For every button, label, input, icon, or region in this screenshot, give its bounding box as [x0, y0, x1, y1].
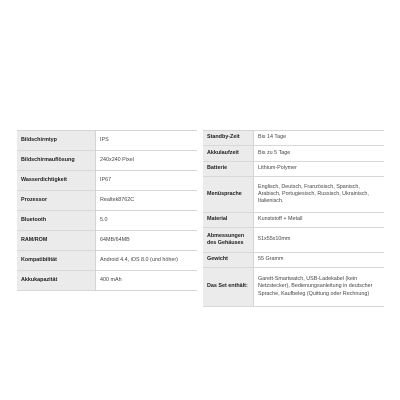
spec-key: Abmessungen des Gehäuses — [203, 228, 254, 253]
spec-value: 64MB/64MB — [96, 231, 198, 251]
spec-value: IP67 — [96, 171, 198, 191]
spec-key: Prozessor — [17, 191, 96, 211]
spec-value: Bis zu 5 Tage — [254, 146, 385, 162]
spec-value: Lithium-Polymer — [254, 162, 385, 177]
table-row — [203, 146, 384, 162]
spec-value: 240x240 Pixel — [96, 151, 198, 171]
table-row — [17, 171, 197, 191]
spec-value: 400 mAh — [96, 271, 198, 291]
table-row — [17, 211, 197, 231]
spec-key: Material — [203, 213, 254, 228]
table-row — [17, 191, 197, 211]
table-row — [17, 271, 197, 291]
spec-value: Bis 14 Tage — [254, 131, 385, 146]
spec-key: Das Set enthält: — [203, 268, 254, 307]
table-row — [203, 213, 384, 228]
table-row — [203, 268, 384, 307]
spec-key: Standby-Zeit — [203, 131, 254, 146]
spec-key: Menüsprache — [203, 177, 254, 213]
spec-value: Englisch, Deutsch, Französisch, Spanisch, Arabisch, Portugiesisch, Russisch, Ukrainisch, Italienisch. — [254, 177, 385, 213]
spec-key: Akkukapazität — [17, 271, 96, 291]
spec-value: 55 Gramm — [254, 253, 385, 268]
spec-key: Bildschirmauflösung — [17, 151, 96, 171]
spec-key: RAM/ROM — [17, 231, 96, 251]
spec-key: Kompatibilität — [17, 251, 96, 271]
spec-value: IPS — [96, 131, 198, 151]
spec-value: Kunststoff + Metall — [254, 213, 385, 228]
spec-value: 51x55x10mm — [254, 228, 385, 253]
spec-table-left — [17, 130, 197, 291]
spec-table-right — [203, 130, 384, 307]
table-row — [17, 131, 197, 151]
spec-key: Bildschirmtyp — [17, 131, 96, 151]
spec-key: Wasserdichtigkeit — [17, 171, 96, 191]
spec-key: Bluetooth — [17, 211, 96, 231]
spec-key: Akkulaufzeit — [203, 146, 254, 162]
spec-value: Garett-Smartwatch, USB-Ladekabel (kein Netzstecker), Bedienungsanleitung in deutscher Sprache, Kaufbeleg (Quittung oder Rechnung) — [254, 268, 385, 307]
table-row — [203, 162, 384, 177]
table-row — [203, 228, 384, 253]
table-row — [203, 177, 384, 213]
table-row — [17, 231, 197, 251]
spec-key: Batterie — [203, 162, 254, 177]
spec-value: Android 4.4, iOS 8.0 (und höher) — [96, 251, 198, 271]
table-row — [203, 253, 384, 268]
table-row — [203, 131, 384, 146]
spec-key: Gewicht — [203, 253, 254, 268]
spec-value: 5.0 — [96, 211, 198, 231]
spec-value: Realtek8762C — [96, 191, 198, 211]
table-row — [17, 151, 197, 171]
table-row — [17, 251, 197, 271]
